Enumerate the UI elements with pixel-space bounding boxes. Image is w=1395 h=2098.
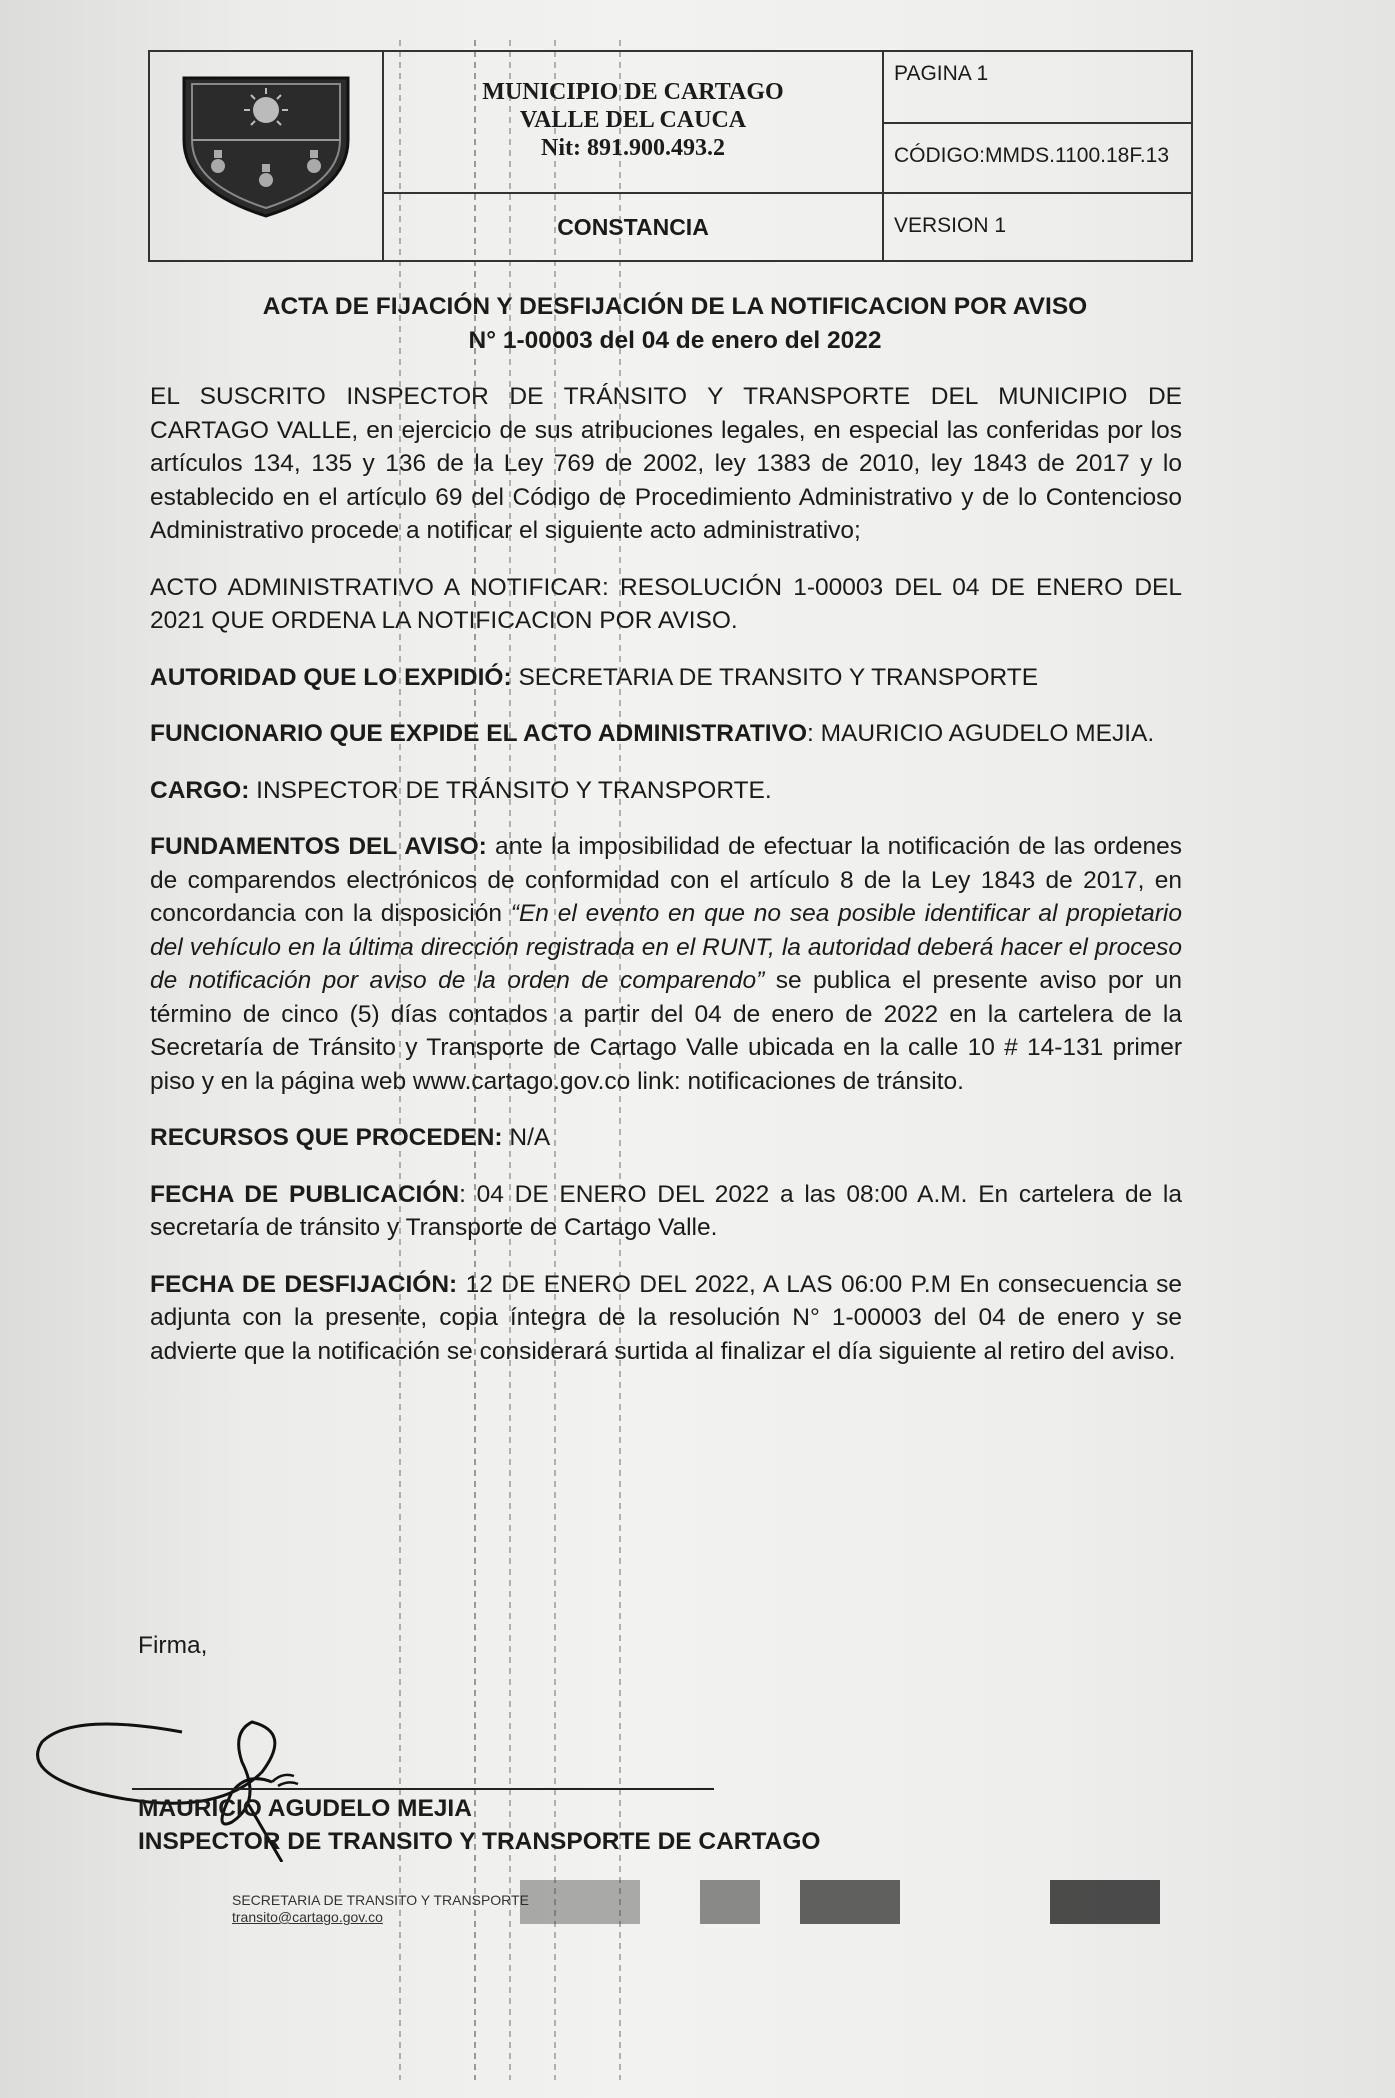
autoridad-label: AUTORIDAD QUE LO EXPIDIÓ: [150, 663, 512, 691]
desfijacion-paragraph [150, 1268, 1182, 1369]
doc-type: CONSTANCIA [557, 214, 709, 240]
cargo-value: INSPECTOR DE TRÁNSITO Y TRANSPORTE. [249, 776, 772, 804]
fundamentos-text-1: ante la imposibilidad de efectuar la notificación de las ordenes de comparendos electrónicos de conformidad con el artículo 8 de la Ley 1843 de 2017, en concordancia con la disposición [150, 833, 1182, 927]
autoridad-paragraph [150, 661, 1182, 695]
cargo-label: CARGO: [150, 776, 250, 804]
publicacion-value: : 04 DE ENERO DEL 2022 a las 08:00 A.M. En cartelera de la secretaría de tránsito y Transporte de Cartago Valle. [150, 1180, 1182, 1241]
document-body [150, 380, 1182, 1391]
fundamentos-quote: “En el evento en que no sea posible identificar al propietario del vehículo en la última dirección registrada en el RUNT, la autoridad deberá hacer el proceso de notificación por aviso de la orden de comparendo” [150, 900, 1182, 994]
recursos-value: N/A [502, 1124, 551, 1151]
autoridad-value: SECRETARIA DE TRANSITO Y TRANSPORTE [511, 663, 1039, 691]
cargo-paragraph [150, 774, 1182, 808]
page-number: PAGINA 1 [894, 62, 989, 85]
firma-label: Firma, [138, 1632, 208, 1659]
intro-paragraph: EL SUSCRITO INSPECTOR DE TRÁNSITO Y TRANSPORTE DEL MUNICIPIO DE CARTAGO VALLE, en ejercicio de sus atribuciones legales, en especial las conferidas por los artículos 134, 135 y 136 de la Ley 769 de 2002, ley 1383 de 2010, ley 1843 de 2017 y lo establecido en el artículo 69 del Código de Procedimiento Administrativo y de lo Contencioso Administrativo procede a notificar el siguiente acto administrativo; [150, 383, 1182, 544]
fundamentos-label: FUNDAMENTOS DEL AVISO: [150, 833, 487, 860]
funcionario-paragraph [150, 717, 1182, 751]
version-cell [884, 192, 1193, 260]
stamp-email: transito@cartago.gov.co [232, 1909, 383, 1925]
desfijacion-label: FECHA DE DESFIJACIÓN: [150, 1270, 458, 1298]
desfijacion-value: 12 DE ENERO DEL 2022, A LAS 06:00 P.M En consecuencia se adjunta con la presente, copia íntegra de la resolución N° 1-00003 del 04 de enero y se advierte que la notificación se considerará surtida al finalizar el día siguiente al retiro del aviso. [150, 1270, 1182, 1365]
scan-artifact [800, 1880, 900, 1924]
stamp-office: SECRETARIA DE TRANSITO Y TRANSPORTE [232, 1892, 529, 1908]
signature-line [132, 1788, 714, 1790]
publicacion-paragraph [150, 1178, 1182, 1245]
logo-cell [150, 52, 384, 260]
funcionario-label: FUNCIONARIO QUE EXPIDE EL ACTO ADMINISTRATIVO [150, 720, 808, 747]
fundamentos-paragraph [150, 830, 1182, 1098]
title-line-2: N° 1-00003 del 04 de enero del 2022 [468, 327, 882, 354]
acto-paragraph: ACTO ADMINISTRATIVO A NOTIFICAR: RESOLUCIÓN 1-00003 DEL 04 DE ENERO DEL 2021 QUE ORDENA LA NOTIFICACION POR AVISO. [150, 573, 1182, 634]
doc-type-cell [384, 192, 884, 260]
funcionario-value: : MAURICIO AGUDELO MEJIA. [807, 720, 1155, 747]
nit-number: Nit: 891.900.493.2 [541, 135, 725, 161]
document-code: CÓDIGO:MMDS.1100.18F.13 [894, 144, 1170, 167]
scan-artifact [1050, 1880, 1160, 1924]
municipal-shield-logo [178, 70, 354, 220]
document-title [130, 290, 1220, 358]
signatory-name: MAURICIO AGUDELO MEJIA [138, 1795, 472, 1822]
signatory [138, 1792, 820, 1858]
municipality-cell [384, 52, 884, 194]
scan-artifact [700, 1880, 760, 1924]
page-cell [884, 52, 1193, 124]
fundamentos-text-2: se publica el presente aviso por un término de cinco (5) días contados a partir del 04 de enero de 2022 en la cartelera de la Secretaría de Tránsito y Transporte de Cartago Valle ubicada en la calle 10 # 14-131 primer piso y en la página web www.cartago.gov.co link: notificaciones de tránsito. [150, 967, 1182, 1095]
municipality-name: MUNICIPIO DE CARTAGO [482, 79, 784, 105]
code-cell [884, 122, 1193, 194]
department-name: VALLE DEL CAUCA [519, 107, 747, 133]
title-line-1: ACTA DE FIJACIÓN Y DESFIJACIÓN DE LA NOTIFICACION POR AVISO [262, 293, 1088, 320]
document-header-table [148, 50, 1193, 262]
document-version: VERSION 1 [894, 214, 1007, 237]
recursos-label: RECURSOS QUE PROCEDEN: [150, 1124, 503, 1151]
footer-stamp [232, 1892, 529, 1926]
recursos-paragraph [150, 1121, 1182, 1155]
scan-artifact [520, 1880, 640, 1924]
publicacion-label: FECHA DE PUBLICACIÓN [150, 1180, 460, 1208]
signatory-role: INSPECTOR DE TRANSITO Y TRANSPORTE DE CARTAGO [138, 1828, 821, 1855]
